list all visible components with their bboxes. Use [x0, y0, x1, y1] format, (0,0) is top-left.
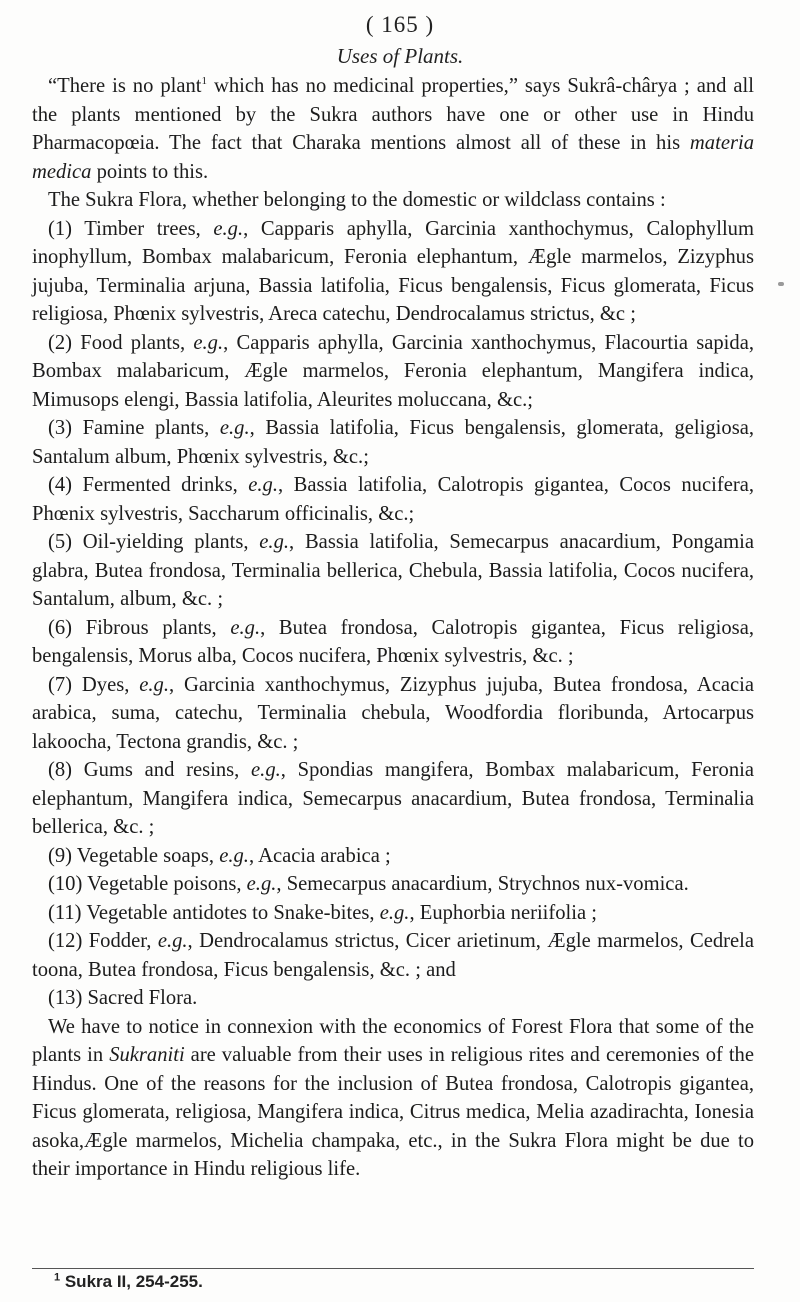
closing-text-start: We have to notice in connexion with the economics of Forest Flora that some of the plants in — [32, 1015, 754, 1066]
closing-paragraph — [32, 1013, 754, 1184]
item-number: (4) — [48, 474, 73, 496]
item-text: , Capparis aphylla, Garcinia xanthochymus, Calophyllum inophyllum, Bombax malabaricum, Feronia elephantum, Ægle marmelos, Zizyphus jujuba, Terminalia arjuna, Bassia latifolia, Ficus bengalensis, Ficus glomerata, Ficus religiosa, Phœnix sylvestris, Areca catechu, Dendrocalamus strictus, &c ; — [32, 217, 754, 325]
item-text: , Garcinia xanthochymus, Zizyphus jujuba, Butea frondosa, Acacia arabica, suma, catechu, Terminalia chebula, Woodfordia floribunda, Artocarpus lakoocha, Tectona grandis, &c. ; — [32, 673, 754, 753]
list-item — [32, 870, 754, 899]
item-number: (1) — [48, 217, 73, 240]
item-text: , Dendrocalamus strictus, Cicer arietinum, Ægle marmelos, Cedrela toona, Butea frondosa, Ficus bengalensis, &c. ; and — [32, 930, 754, 981]
item-number: (7) — [48, 673, 73, 696]
item-label: Food plants, — [72, 331, 194, 354]
item-label: Vegetable soaps, — [72, 844, 220, 867]
item-label: Dyes, — [72, 673, 140, 696]
item-label: Fibrous plants, — [72, 616, 231, 639]
item-label: Oil-yielding plants, — [72, 531, 260, 553]
item-eg: e.g. — [157, 930, 188, 952]
item-number: (9) — [48, 844, 73, 867]
intro-italic-term: materia medica — [32, 132, 754, 183]
item-eg: e.g. — [248, 474, 278, 496]
item-text: , Spondias mangifera, Bombax malabaricum, Feronia elephantum, Mangifera indica, Semecarpus anacardium, Butea frondosa, Terminalia bellerica, &c. ; — [32, 759, 754, 838]
footnote-reference: 1 — [201, 75, 208, 88]
footnote-text: Sukra II, 254-255. — [60, 1272, 203, 1291]
item-number: (13) — [48, 987, 83, 1009]
item-text: , Butea frondosa, Calotropis gigantea, Ficus religiosa, bengalensis, Morus alba, Cocos nucifera, Phœnix sylvestris, &c. ; — [32, 616, 754, 667]
footnote-rule — [32, 1268, 754, 1269]
item-eg: e.g. — [219, 417, 250, 439]
footnote — [54, 1272, 203, 1292]
plant-categories-list — [32, 215, 754, 1013]
item-label: Sacred Flora. — [82, 987, 198, 1009]
item-label: Vegetable poisons, — [82, 873, 247, 895]
item-label: Fodder, — [82, 930, 158, 952]
item-eg: e.g. — [379, 901, 410, 924]
list-item — [32, 842, 754, 871]
item-eg: e.g. — [219, 844, 249, 867]
item-eg: e.g. — [251, 759, 281, 781]
section-heading: Uses of Plants. — [336, 44, 464, 68]
list-item — [32, 329, 754, 415]
item-label: Famine plants, — [72, 417, 220, 439]
item-number: (10) — [48, 873, 83, 895]
closing-italic-title: Sukraniti — [109, 1044, 185, 1066]
list-item — [32, 671, 754, 757]
list-item — [32, 528, 754, 614]
item-eg: e.g. — [246, 873, 277, 895]
item-number: (3) — [48, 417, 73, 439]
item-eg: e.g. — [230, 616, 261, 639]
list-item — [32, 614, 754, 671]
item-eg: e.g. — [213, 217, 244, 240]
list-item — [32, 471, 754, 528]
scan-speck — [778, 282, 784, 286]
list-item — [32, 927, 754, 984]
item-text: , Capparis aphylla, Garcinia xanthochymus, Flacourtia sapida, Bombax malabaricum, Ægle marmelos, Feronia elephantum, Mangifera indica, Mimusops elengi, Bassia latifolia, Aleurites moluccana, &c.; — [32, 331, 754, 411]
page-number: ( 165 ) — [365, 12, 435, 37]
intro-end: points to this. — [91, 160, 209, 183]
item-number: (12) — [48, 930, 83, 952]
intro-paragraph — [32, 72, 754, 186]
item-text: , Euphorbia neriifolia ; — [409, 901, 598, 924]
closing-text-end: are valuable from their uses in religious rites and ceremonies of the Hindus. One of the reasons for the inclusion of Butea frondosa, Calotropis gigantea, Ficus glomerata, religiosa, Mangifera indica, Citrus medica, Melia azadirachta, Ionesia asoka,Ægle marmelos, Michelia champaka, etc., in the Sukra Flora might be due to their importance in Hindu religious life. — [32, 1044, 754, 1180]
item-label: Gums and resins, — [72, 759, 252, 781]
body-text — [32, 72, 754, 1184]
list-item — [32, 899, 754, 928]
item-eg: e.g. — [193, 331, 224, 354]
item-text: , Bassia latifolia, Semecarpus anacardium, Pongamia glabra, Butea frondosa, Terminalia bellerica, Chebula, Bassia latifolia, Cocos nucifera, Santalum, album, &c. ; — [32, 531, 754, 610]
intro-text: which has no medicinal properties,” says Sukrâ-chârya ; and all the plants mentioned by the Sukra authors have one or other use in Hindu Pharmacopœia. The fact that Charaka mentions almost all of these in his — [32, 75, 754, 154]
item-label: Timber trees, — [72, 217, 214, 240]
list-item — [32, 756, 754, 842]
list-item — [32, 414, 754, 471]
item-number: (11) — [48, 901, 82, 924]
item-text: , Acacia arabica ; — [248, 844, 391, 867]
item-number: (8) — [48, 759, 73, 781]
item-number: (2) — [48, 331, 73, 354]
intro-quote: “There is no plant — [48, 75, 202, 97]
list-item — [32, 984, 754, 1013]
item-text: , Bassia latifolia, Calotropis gigantea, Cocos nucifera, Phœnix sylvestris, Saccharum officinalis, &c.; — [32, 474, 754, 525]
item-label: Fermented drinks, — [72, 474, 249, 496]
item-number: (6) — [48, 616, 73, 639]
item-number: (5) — [48, 531, 73, 553]
footnote-marker: 1 — [54, 1271, 61, 1284]
item-text: , Bassia latifolia, Ficus bengalensis, glomerata, geligiosa, Santalum album, Phœnix sylvestris, &c.; — [32, 417, 754, 468]
lead-paragraph: The Sukra Flora, whether belonging to the domestic or wildclass contains : — [48, 189, 666, 211]
item-text: , Semecarpus anacardium, Strychnos nux-vomica. — [276, 873, 689, 895]
item-label: Vegetable antidotes to Snake-bites, — [81, 901, 380, 924]
item-eg: e.g. — [139, 673, 169, 696]
list-item — [32, 215, 754, 329]
item-eg: e.g. — [259, 531, 290, 553]
